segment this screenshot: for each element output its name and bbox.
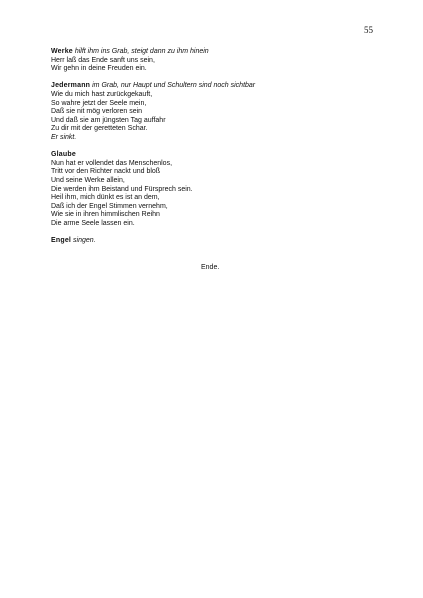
speaker-name: Werke [51,48,73,55]
verse-line: Herr laß das Ende sanft uns sein, [51,56,155,64]
verse-line: Heil ihm, mich dünkt es ist an dem, [51,194,160,202]
stage-direction: singen. [73,237,96,245]
verse-line: Die werden ihm Beistand und Fürsprech sein. [51,185,193,193]
stanza-engel [51,237,381,246]
verse-line: Die arme Seele lassen ein. [51,219,135,227]
stage-direction: im Grab, nur Haupt und Schultern sind noch sichtbar [92,82,256,90]
stanza-werke [51,48,381,74]
verse-line: Wie sie in ihren himmlischen Reihn [51,211,160,219]
stage-heading [51,48,381,57]
speaker-name: Engel [51,237,72,245]
verse-line: Tritt vor den Richter nackt und bloß [51,168,161,176]
verse-line: Und seine Werke allein, [51,176,125,184]
verse-line: Daß sie nit mög verloren sein [51,108,143,116]
verse-line: Nun hat er vollendet das Menschenlos, [51,159,173,167]
stage-direction: hilft ihm ins Grab, steigt dann zu ihm hinein [74,48,209,55]
stage-heading [51,82,381,91]
play-text [51,48,381,254]
verse-line: Wie du mich hast zurückgekauft, [51,90,153,98]
verse-line: Wir gehn in deine Freuden ein. [51,65,147,73]
stage-direction-closing: Er sinkt. [51,133,77,141]
verse-line: Und daß sie am jüngsten Tag auffahr [51,116,166,124]
stanza-glaube [51,151,381,228]
stage-heading [51,237,381,246]
page-number: 55 [364,25,373,35]
verse-line: Zu dir mit der geretteten Schar. [51,125,148,133]
speaker-name: Glaube [51,151,76,159]
stanza-jedermann [51,82,381,142]
verse-line: Daß ich der Engel Stimmen vernehm, [51,202,168,210]
end-marker: Ende. [201,264,220,271]
verse-line: So wahre jetzt der Seele mein, [51,99,147,107]
speaker-name: Jedermann [51,82,91,90]
